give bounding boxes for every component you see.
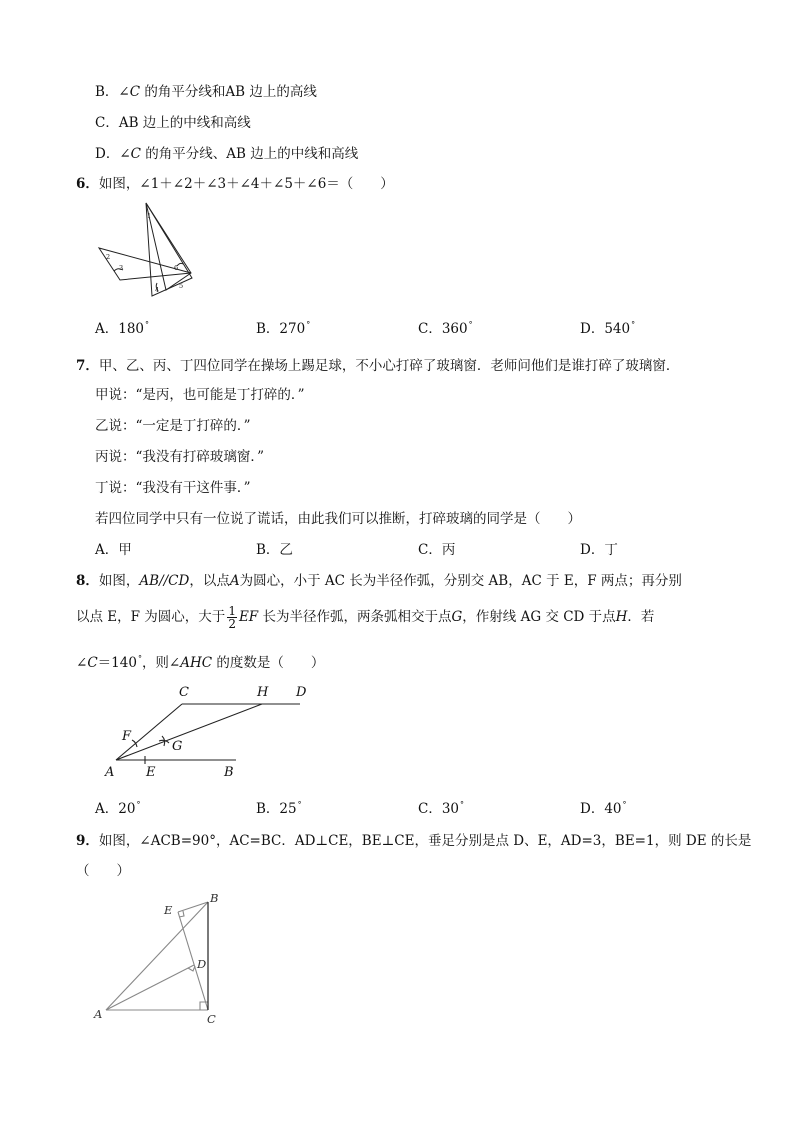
q8-text: 为圆心，小于 AC 长为半径作弧，分别交 AB，AC 于 E，F 两点；再分别 [239,573,682,589]
q7-option-b[interactable] [256,541,293,559]
q8-segment-ef: EF [238,609,259,625]
q8-option-c[interactable] [418,796,464,818]
q6-option-a-label: A． [95,321,119,337]
q8-point-h: H [615,609,628,625]
degree-sign: ° [622,800,627,809]
q8-angle-c: C [87,655,98,671]
q8-text: ，则∠ [141,655,181,671]
q5-option-b-prefix: B．∠ [95,84,130,100]
q8-text: ＝140 [97,655,137,671]
q6-option-c[interactable] [418,316,473,338]
q9-segment-ab [106,902,208,1010]
fraction-numerator: 1 [228,604,236,618]
q8-option-a[interactable] [95,796,140,818]
degree-sign: ° [460,800,465,809]
q6-angle-label-4: 4 [155,286,160,294]
degree-sign: ° [136,800,141,809]
q5-option-b-text: 的角平分线和AB 边上的高线 [140,84,317,100]
q6-option-c-value: 360 [441,321,468,337]
q8-stem-line2 [76,600,654,634]
q8-label-g: G [172,739,183,754]
q8-number: 8． [76,573,99,589]
q7-statement-ding: 丁说：“我没有干这件事．” [95,480,251,496]
q7-option-d-value: 丁 [604,542,618,558]
q6-option-d-label: D． [580,321,605,337]
q8-label-h: H [257,685,269,700]
degree-sign: ° [145,320,150,329]
degree-sign: ° [297,800,302,809]
q8-text: ，作射线 AG 交 CD 于点 [462,609,616,625]
q7-stem [76,357,679,375]
q8-option-d-value: 40 [604,801,622,817]
q8-option-c-label: C． [418,801,442,817]
q8-fraction-half [227,605,237,630]
q8-text: ．若 [627,609,655,625]
q8-option-b-value: 25 [279,801,297,817]
q7-text: 甲、乙、丙、丁四位同学在操场上踢足球，不小心打碎了玻璃窗．老师问他们是谁打碎了玻璃窗． [98,358,680,374]
q8-label-b: B [224,765,234,780]
fraction-denominator: 2 [228,617,236,631]
q6-number: 6． [76,176,99,192]
q7-option-a-label: A． [95,542,119,558]
degree-sign: ° [468,320,473,329]
q7-question: 若四位同学中只有一位说了谎话，由此我们可以推断，打碎玻璃的同学是（ ） [95,511,581,527]
q8-text: 长为半径作弧，两条弧相交于点 [258,609,452,625]
q5-option-c: C．AB 边上的中线和高线 [95,115,251,131]
q8-option-b[interactable] [256,796,302,818]
q8-label-a: A [105,765,115,780]
q5-option-d-text: 的角平分线、AB 边上的中线和高线 [140,146,359,162]
q7-number: 7． [76,358,99,374]
q7-option-c[interactable] [418,541,455,559]
q6-option-a-value: 180 [118,321,145,337]
q7-option-c-label: C． [418,542,442,558]
q6-angle-label-2: 2 [106,253,111,261]
q8-angle-sign: ∠ [76,655,88,671]
q9-label-c: C [207,1012,216,1026]
q5-option-b [95,83,317,101]
q7-statement-bing: 丙说：“我没有打碎玻璃窗．” [95,449,265,465]
q8-stem-line1 [76,572,682,590]
q7-option-c-value: 丙 [441,542,456,558]
q8-text: 以点 E，F 为圆心，大于 [76,609,226,625]
q8-point-g: G [451,609,463,625]
q6-text: 如图，∠1＋∠2＋∠3＋∠4＋∠5＋∠6＝（ ） [98,176,394,192]
q6-triangle-tall [146,203,192,296]
q8-angle-ahc: AHC [180,655,213,671]
q6-angle-label-5: 5 [179,282,184,290]
q8-option-a-label: A． [95,801,119,817]
q9-text: 如图，∠ACB=90°，AC=BC．AD⊥CE，BE⊥CE，垂足分别是点 D、E，AD=3，BE=1，则 DE 的长是 [98,833,752,849]
q7-statement-jia: 甲说：“是丙，也可能是丁打碎的．” [95,387,305,403]
q6-figure [96,200,206,300]
q8-label-f: F [122,729,132,744]
q8-stem-line3 [76,650,324,672]
q8-option-b-label: B． [256,801,280,817]
q9-stem [76,832,751,850]
q9-figure [92,890,232,1030]
q8-option-c-value: 30 [441,801,460,817]
q6-angle-label-3: 3 [119,264,124,272]
q8-ray-ag [116,704,262,760]
q9-paren: （ ） [76,863,130,879]
q6-angle-label-6: 6 [174,264,179,272]
q9-label-a: A [94,1007,103,1021]
q7-option-b-value: 乙 [279,542,293,558]
q8-figure [100,680,320,785]
degree-sign: ° [631,320,636,329]
q5-option-d-prefix: D．∠ [95,146,131,162]
q8-label-c: C [179,685,189,700]
q8-option-d-label: D． [580,801,605,817]
q6-option-d-value: 540 [604,321,631,337]
q6-option-c-label: C． [418,321,442,337]
q5-option-b-var: C [129,84,141,100]
q9-number: 9． [76,833,99,849]
q6-option-b-value: 270 [279,321,306,337]
q7-option-a[interactable] [95,541,132,559]
q8-option-d[interactable] [580,796,627,818]
q8-label-d: D [296,685,307,700]
q5-option-d [95,145,358,163]
q8-text: 的度数是（ ） [212,655,325,671]
q9-label-b: B [210,891,219,905]
q6-option-a[interactable] [95,316,149,338]
q8-text: 如图， [98,573,140,589]
q7-option-d[interactable] [580,541,618,559]
q6-stem [76,175,394,193]
q7-option-a-value: 甲 [118,542,132,558]
q8-label-e: E [146,765,156,780]
q9-label-d: D [197,957,207,971]
q8-text: ，以点 [189,573,230,589]
degree-sign: ° [306,320,311,329]
q6-option-b-label: B． [256,321,280,337]
q6-option-d[interactable] [580,316,635,338]
q6-option-b[interactable] [256,316,310,338]
q7-option-d-label: D． [580,542,605,558]
q7-statement-yi: 乙说：“一定是丁打碎的．” [95,418,251,434]
q8-option-a-value: 20 [118,801,136,817]
q9-label-e: E [164,903,173,917]
degree-sign: ° [137,654,142,663]
q5-option-d-var: C [130,146,141,162]
q7-option-b-label: B． [256,542,280,558]
q6-angle-label-1: 1 [147,212,152,220]
q9-segment-ad [106,965,194,1010]
q8-parallel-expression: AB//CD [139,573,190,589]
q8-point-a: A [229,573,240,589]
